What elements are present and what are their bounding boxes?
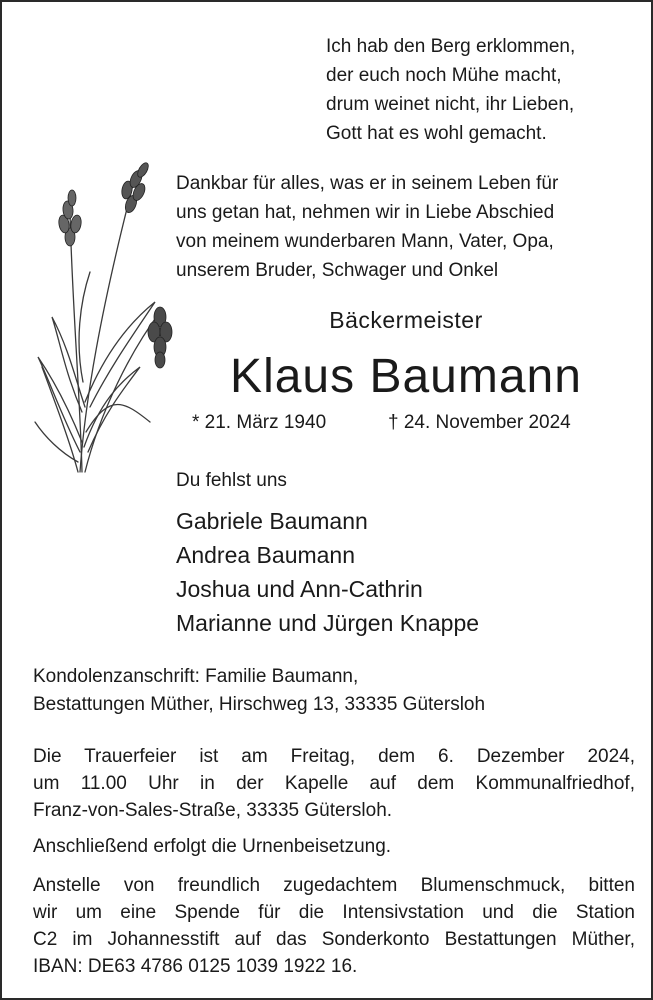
deceased-profession: Bäckermeister — [329, 307, 483, 333]
donation-line: Anstelle von freundlich zugedachtem Blumenschmuck, bitten — [33, 875, 635, 896]
urn-burial-note: Anschließend erfolgt die Urnenbeisetzung. — [33, 836, 392, 857]
gratitude-line: uns getan hat, nehmen wir in Liebe Abschied — [176, 202, 555, 223]
poem-line: der euch noch Mühe macht, — [326, 65, 562, 86]
mourner-name: Joshua und Ann-Cathrin — [176, 576, 423, 602]
deceased-name: Klaus Baumann — [230, 350, 582, 403]
donation-line: C2 im Johannesstift auf das Sonderkonto Bestattungen Müther, — [33, 929, 635, 950]
poem-line: drum weinet nicht, ihr Lieben, — [326, 94, 575, 115]
poem-line: Ich hab den Berg erklommen, — [326, 36, 576, 57]
gratitude-line: unserem Bruder, Schwager und Onkel — [176, 260, 499, 281]
gratitude-line: Dankbar für alles, was er in seinem Leben für — [176, 173, 559, 194]
ceremony-line: Die Trauerfeier ist am Freitag, dem 6. Dezember 2024, — [33, 746, 635, 767]
gratitude-text — [176, 169, 636, 285]
ceremony-info — [33, 743, 635, 824]
donation-request — [33, 872, 635, 980]
mourner-name: Andrea Baumann — [176, 542, 356, 568]
poem — [326, 32, 636, 148]
donation-line: wir um eine Spende für die Intensivstation und die Station — [33, 902, 635, 923]
birth-date: * 21. März 1940 — [192, 412, 327, 433]
mourners-list — [176, 504, 636, 640]
condolence-address — [33, 663, 633, 719]
mourners-intro: Du fehlst uns — [176, 470, 287, 491]
condolence-line: Bestattungen Müther, Hirschweg 13, 33335 Gütersloh — [33, 694, 486, 715]
condolence-line: Kondolenzanschrift: Familie Baumann, — [33, 666, 359, 687]
ceremony-line: Franz-von-Sales-Straße, 33335 Gütersloh. — [33, 800, 393, 821]
poem-line: Gott hat es wohl gemacht. — [326, 123, 547, 144]
ceremony-line: um 11.00 Uhr in der Kapelle auf dem Kommunalfriedhof, — [33, 773, 635, 794]
mourner-name: Gabriele Baumann — [176, 508, 368, 534]
wheat-illustration — [30, 152, 180, 482]
mourner-name: Marianne und Jürgen Knappe — [176, 610, 480, 636]
gratitude-line: von meinem wunderbaren Mann, Vater, Opa, — [176, 231, 554, 252]
death-date: † 24. November 2024 — [388, 412, 571, 433]
donation-line: IBAN: DE63 4786 0125 1039 1922 16. — [33, 956, 358, 977]
